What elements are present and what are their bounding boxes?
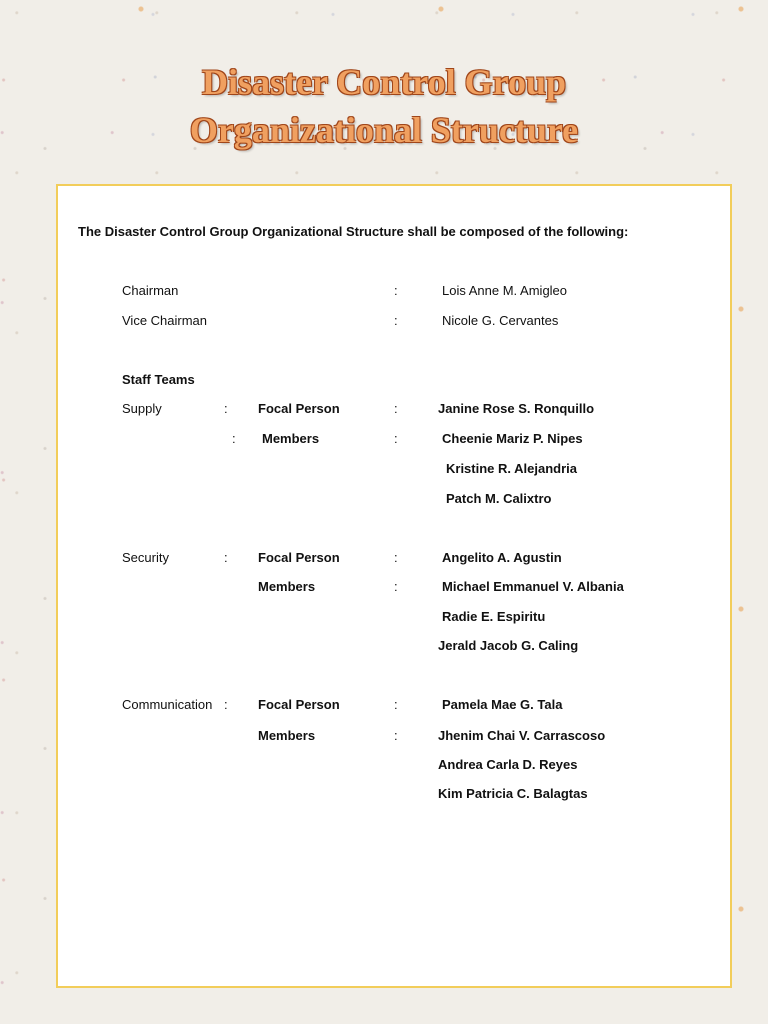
colon: : xyxy=(394,697,398,712)
focal-person-label: Focal Person xyxy=(258,401,340,416)
focal-person-name: Pamela Mae G. Tala xyxy=(442,697,563,712)
staff-teams-heading: Staff Teams xyxy=(122,372,195,387)
colon: : xyxy=(394,579,398,594)
colon: : xyxy=(394,431,398,446)
vice-chairman-label: Vice Chairman xyxy=(122,313,208,328)
member-name: Cheenie Mariz P. Nipes xyxy=(442,431,583,446)
member-name: Kristine R. Alejandria xyxy=(446,461,577,476)
team-name-supply: Supply xyxy=(122,401,162,416)
page-title-line-1: Disaster Control Group xyxy=(201,62,567,102)
members-label: Members xyxy=(258,579,316,594)
team-name-communication: Communication xyxy=(122,697,213,712)
team-name-security: Security xyxy=(122,550,169,565)
colon: : xyxy=(224,550,228,565)
member-name: Jhenim Chai V. Carrascoso xyxy=(438,728,606,743)
member-name: Jerald Jacob G. Caling xyxy=(438,638,579,653)
chairman-label: Chairman xyxy=(122,283,179,298)
vice-chairman-name: Nicole G. Cervantes xyxy=(442,313,559,328)
colon: : xyxy=(394,401,398,416)
member-name: Radie E. Espiritu xyxy=(442,609,546,624)
content-panel xyxy=(56,184,732,988)
colon: : xyxy=(224,401,228,416)
focal-person-name: Angelito A. Agustin xyxy=(442,550,562,565)
member-name: Kim Patricia C. Balagtas xyxy=(438,786,588,801)
page-title-line-2: Organizational Structure xyxy=(189,110,579,150)
colon: : xyxy=(394,728,398,743)
intro-text: The Disaster Control Group Organizational Structure shall be composed of the following: xyxy=(78,224,629,239)
focal-person-name: Janine Rose S. Ronquillo xyxy=(438,401,595,416)
members-label: Members xyxy=(258,728,316,743)
colon: : xyxy=(394,313,398,328)
chairman-name: Lois Anne M. Amigleo xyxy=(442,283,568,298)
member-name: Michael Emmanuel V. Albania xyxy=(442,579,624,594)
member-name: Patch M. Calixtro xyxy=(446,491,552,506)
colon: : xyxy=(232,431,236,446)
focal-person-label: Focal Person xyxy=(258,550,340,565)
members-label: Members xyxy=(262,431,320,446)
colon: : xyxy=(224,697,228,712)
colon: : xyxy=(394,550,398,565)
member-name: Andrea Carla D. Reyes xyxy=(438,757,578,772)
focal-person-label: Focal Person xyxy=(258,697,340,712)
colon: : xyxy=(394,283,398,298)
